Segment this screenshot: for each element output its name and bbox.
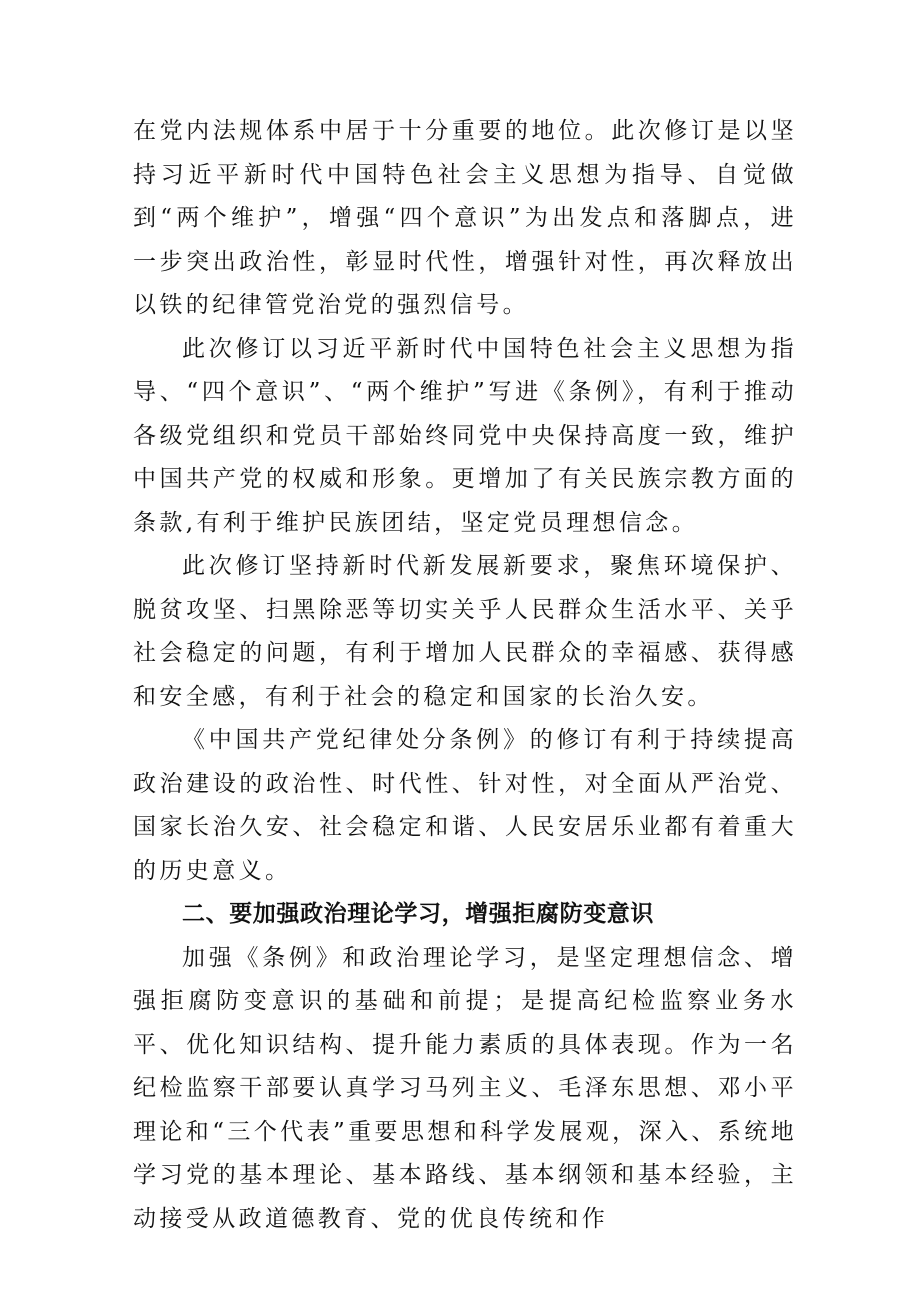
document-body	[133, 110, 797, 1241]
paragraph-1: 在党内法规体系中居于十分重要的地位。此次修订是以坚持习近平新时代中国特色社会主义思想为指导、自觉做到“两个维护”，增强“四个意识”为出发点和落脚点，进一步突出政治性，彰显时代性，增强针对性，再次释放出以铁的纪律管党治党的强烈信号。	[133, 118, 797, 318]
paragraph-3: 此次修订坚持新时代新发展新要求，聚焦环境保护、脱贫攻坚、扫黑除恶等切实关乎人民群众生活水平、关乎社会稳定的问题，有利于增加人民群众的幸福感、获得感和安全感，有利于社会的稳定和国家的长治久安。	[133, 553, 797, 710]
paragraph-2: 此次修订以习近平新时代中国特色社会主义思想为指导、“四个意识”、“两个维护”写进《条例》，有利于推动各级党组织和党员干部始终同党中央保持高度一致，维护中国共产党的权威和形象。更增加了有关民族宗教方面的条款,有利于维护民族团结，坚定党员理想信念。	[133, 335, 797, 536]
paragraph-5: 加强《条例》和政治理论学习，是坚定理想信念、增强拒腐防变意识的基础和前提；是提高纪检监察业务水平、优化知识结构、提升能力素质的具体表现。作为一名纪检监察干部要认真学习马列主义、毛泽东思想、邓小平理论和“三个代表”重要思想和科学发展观，深入、系统地学习党的基本理论、基本路线、基本纲领和基本经验，主动接受从政道德教育、党的优良传统和作	[133, 944, 797, 1232]
paragraph-4: 《中国共产党纪律处分条例》的修订有利于持续提高政治建设的政治性、时代性、针对性，对全面从严治党、国家长治久安、社会稳定和谐、人民安居乐业都有着重大的历史意义。	[133, 727, 797, 884]
section-heading: 二、要加强政治理论学习，增强拒腐防变意识	[182, 901, 654, 927]
